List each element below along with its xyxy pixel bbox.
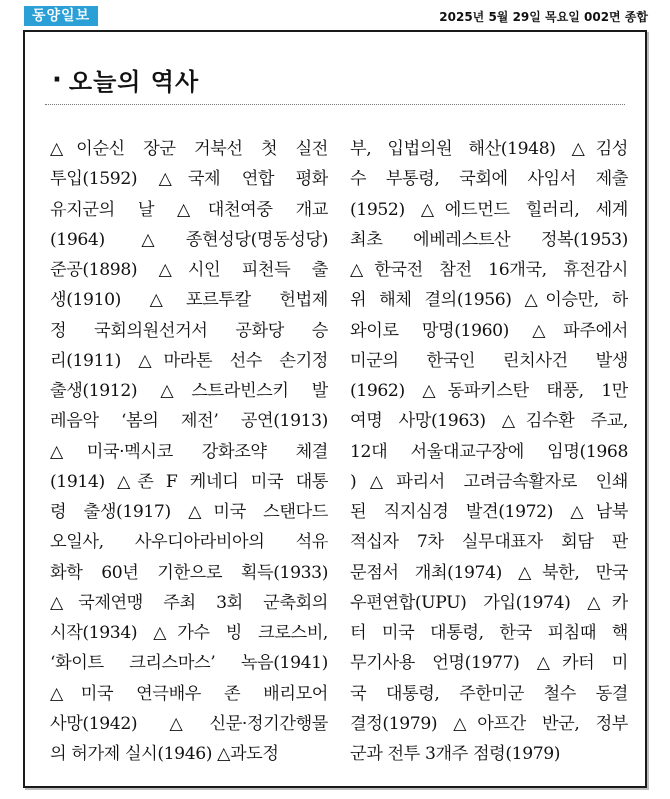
article-line: 사망(1942) △신문·정기간행물 [50, 713, 328, 734]
article-line: 적십자 7차 실무대표자 회담 판 [350, 532, 628, 553]
article-line: ‘화이트 크리스마스’ 녹음(1941) [50, 653, 328, 674]
left-column [50, 134, 328, 769]
article-line: △미국 연극배우 존 배리모어 [50, 683, 328, 704]
article-line: 오일사, 사우디아라비아의 석유 [50, 532, 328, 553]
article-line: (1914) △존 F 케네디 미국 대통 [50, 471, 328, 492]
article-line: 의 허가제 실시(1946) △과도정 [50, 744, 279, 764]
article-line: 와이로 망명(1960) △파주에서 [350, 320, 628, 341]
article-line: 된 직지심경 발견(1972) △남북 [350, 502, 628, 522]
article-line: 리(1911) △마라톤 선수 손기정 [50, 350, 328, 371]
article-line: 출생(1912) △스트라빈스키 발 [50, 381, 328, 401]
article-line: △한국전 참전 16개국, 휴전감시 [350, 260, 628, 280]
article-line: 시작(1934) △가수 빙 크로스비, [50, 623, 328, 643]
article-line: 미군의 한국인 린치사건 발생 [350, 350, 628, 371]
article-line: 정 국회의원선거서 공화당 승 [50, 320, 328, 341]
title-text: 오늘의 역사 [68, 68, 200, 96]
newspaper-logo: 동양일보 [24, 6, 98, 26]
article-line: △이순신 장군 거북선 첫 실전 [50, 139, 328, 159]
article-line: 우편연합(UPU) 가입(1974) △카 [350, 592, 628, 613]
section-title [52, 62, 199, 97]
right-column [350, 134, 628, 769]
article-line: 령 출생(1917) △미국 스탠다드 [50, 502, 328, 522]
article-line: △미국·멕시코 강화조약 체결 [50, 441, 328, 462]
newspaper-header [0, 0, 670, 28]
article-line: 수 부통령, 국회에 사임서 제출 [350, 169, 628, 190]
article-line: △국제연맹 주최 3회 군축회의 [50, 592, 328, 613]
article-line: 무기사용 언명(1977) △카터 미 [350, 653, 628, 674]
article-line: 화학 60년 기한으로 획득(1933) [50, 562, 328, 583]
article-line: 생(1910) △포르투칼 헌법제 [50, 290, 328, 311]
article-line: 여명 사망(1963) △김수환 주교, [350, 411, 628, 432]
article-line: 유지군의 날 △대천여중 개교 [50, 199, 328, 220]
article-line: (1964) △종현성당(명동성당) [50, 229, 328, 250]
article-line: 위 해체 결의(1956) △이승만, 하 [350, 290, 628, 311]
article-line: 문점서 개최(1974) △북한, 만국 [350, 562, 628, 583]
article-line: 터 미국 대통령, 한국 피침때 핵 [350, 623, 628, 643]
article-line: 최초 에베레스트산 정복(1953) [350, 229, 628, 250]
article-line: 12대 서울대교구장에 임명(1968 [350, 441, 628, 462]
article-line: )△파리서 고려금속활자로 인쇄 [350, 471, 628, 492]
article-line: 국 대통령, 주한미군 철수 동결 [350, 683, 628, 704]
article-line: 투입(1592) △국제 연합 평화 [50, 169, 328, 190]
article-line: 레음악 ‘봄의 제전’ 공연(1913) [50, 411, 328, 432]
dateline: 2025년 5월 29일 목요일 002면 종합 [439, 10, 648, 24]
title-bullet: · [52, 64, 63, 95]
article-line: 군과 전투 3개주 점령(1979) [350, 744, 561, 764]
article-line: (1962) △동파키스탄 태풍, 1만 [350, 381, 628, 401]
title-divider [45, 104, 625, 105]
article-line: 준공(1898) △시인 피천득 출 [50, 260, 328, 280]
article-line: 부, 입법의원 해산(1948) △김성 [350, 139, 628, 159]
article-line: 결정(1979) △아프간 반군, 정부 [350, 713, 628, 734]
article-line: (1952) △에드먼드 힐러리, 세계 [350, 199, 628, 220]
